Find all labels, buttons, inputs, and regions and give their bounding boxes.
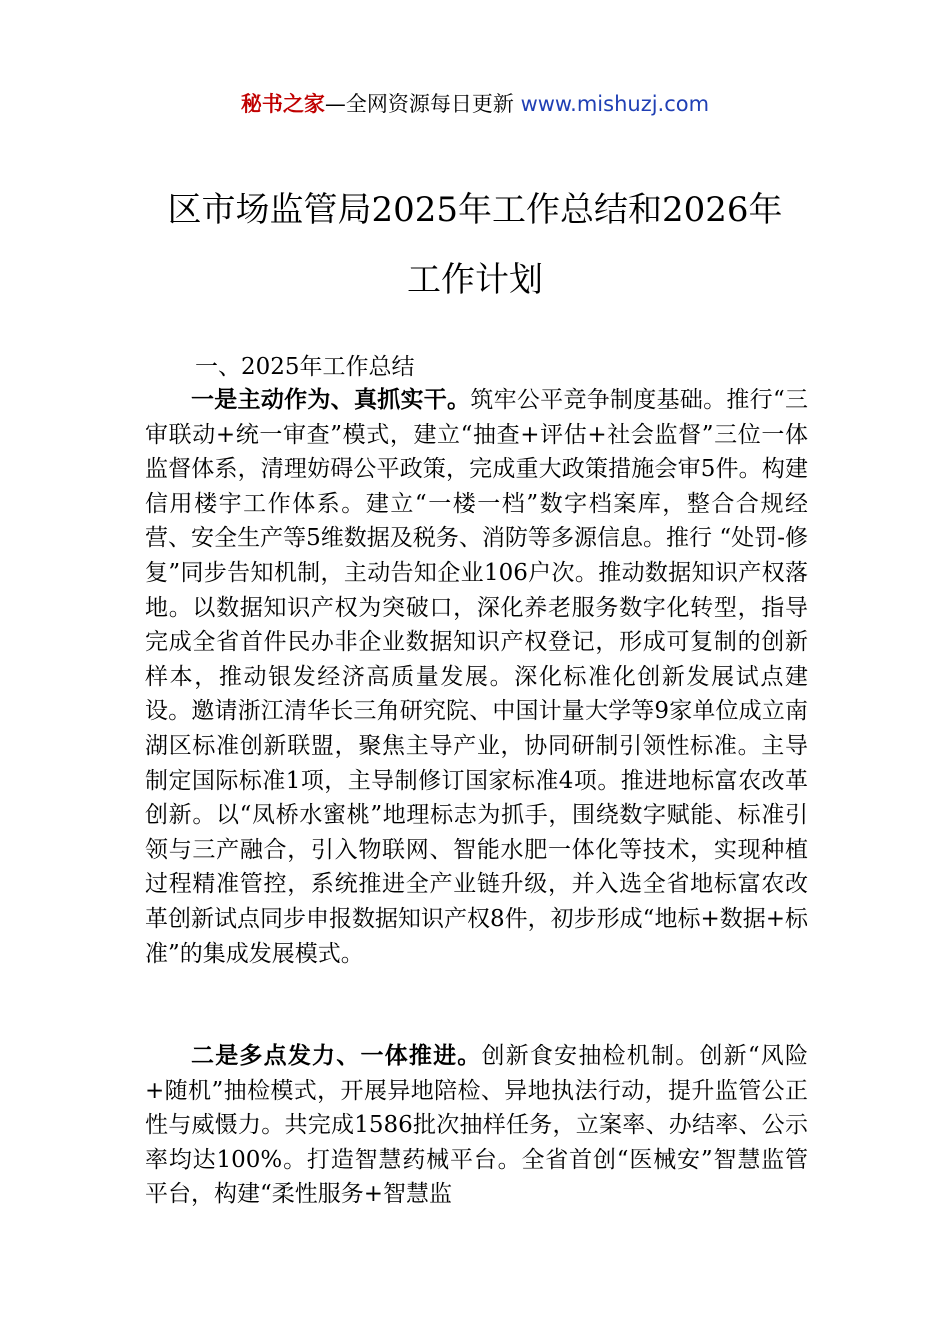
paragraph-2-lead: 二是多点发力、一体推进。 (191, 1043, 482, 1069)
document-title-line-1: 区市场监管局2025年工作总结和2026年 (167, 190, 783, 230)
site-header (0, 90, 950, 118)
document-title-line-2: 工作计划 (407, 260, 543, 300)
paragraph-1-body: 筑牢公平竞争制度基础。推行“三审联动+统一审查”模式，建立“抽查+评估+社会监督”三位一体监督体系，清理妨碍公平政策，完成重大政策措施会审5件。构建信用楼宇工作体系。建立“一楼一档”数字档案库，整合合规经营、安全生产等5维数据及税务、消防等多源信息。推行 “处罚-修复”同步告知机制，主动告知企业106户次。推动数据知识产权落地。以数据知识产权为突破口，深化养老服务数字化转型，指导完成全省首件民办非企业数据知识产权登记，形成可复制的创新样本，推动银发经济高质量发展。深化标准化创新发展试点建设。邀请浙江清华长三角研究院、中国计量大学等9家单位成立南湖区标准创新联盟，聚焦主导产业，协同研制引领性标准。主导制定国际标准1项，主导制修订国家标准4项。推进地标富农改革创新。以“凤桥水蜜桃”地理标志为抓手，围绕数字赋能、标准引领与三产融合，引入物联网、智能水肥一体化等技术，实现种植过程精准管控，系统推进全产业链升级，并入选全省地标富农改革创新试点同步申报数据知识产权8件，初步形成“地标+数据+标准”的集成发展模式。 (145, 387, 808, 967)
site-brand: 秘书之家 (240, 92, 325, 116)
paragraph-1-lead: 一是主动作为、真抓实干。 (191, 387, 471, 413)
site-tagline: —全网资源每日更新 (324, 92, 521, 116)
section-heading: 一、2025年工作总结 (195, 354, 415, 380)
paragraph-2 (145, 1039, 808, 1212)
paragraph-2-body: 创新食安抽检机制。创新“风险+随机”抽检模式，开展异地陪检、异地执法行动，提升监管公正性与威慑力。共完成1586批次抽样任务，立案率、办结率、公示率均达100%。打造智慧药械平台。全省首创“医械安”智慧监管平台，构建“柔性服务+智慧监 (145, 1043, 808, 1208)
paragraph-1 (145, 383, 808, 971)
site-url-link[interactable]: www.mishuzj.com (520, 92, 710, 116)
